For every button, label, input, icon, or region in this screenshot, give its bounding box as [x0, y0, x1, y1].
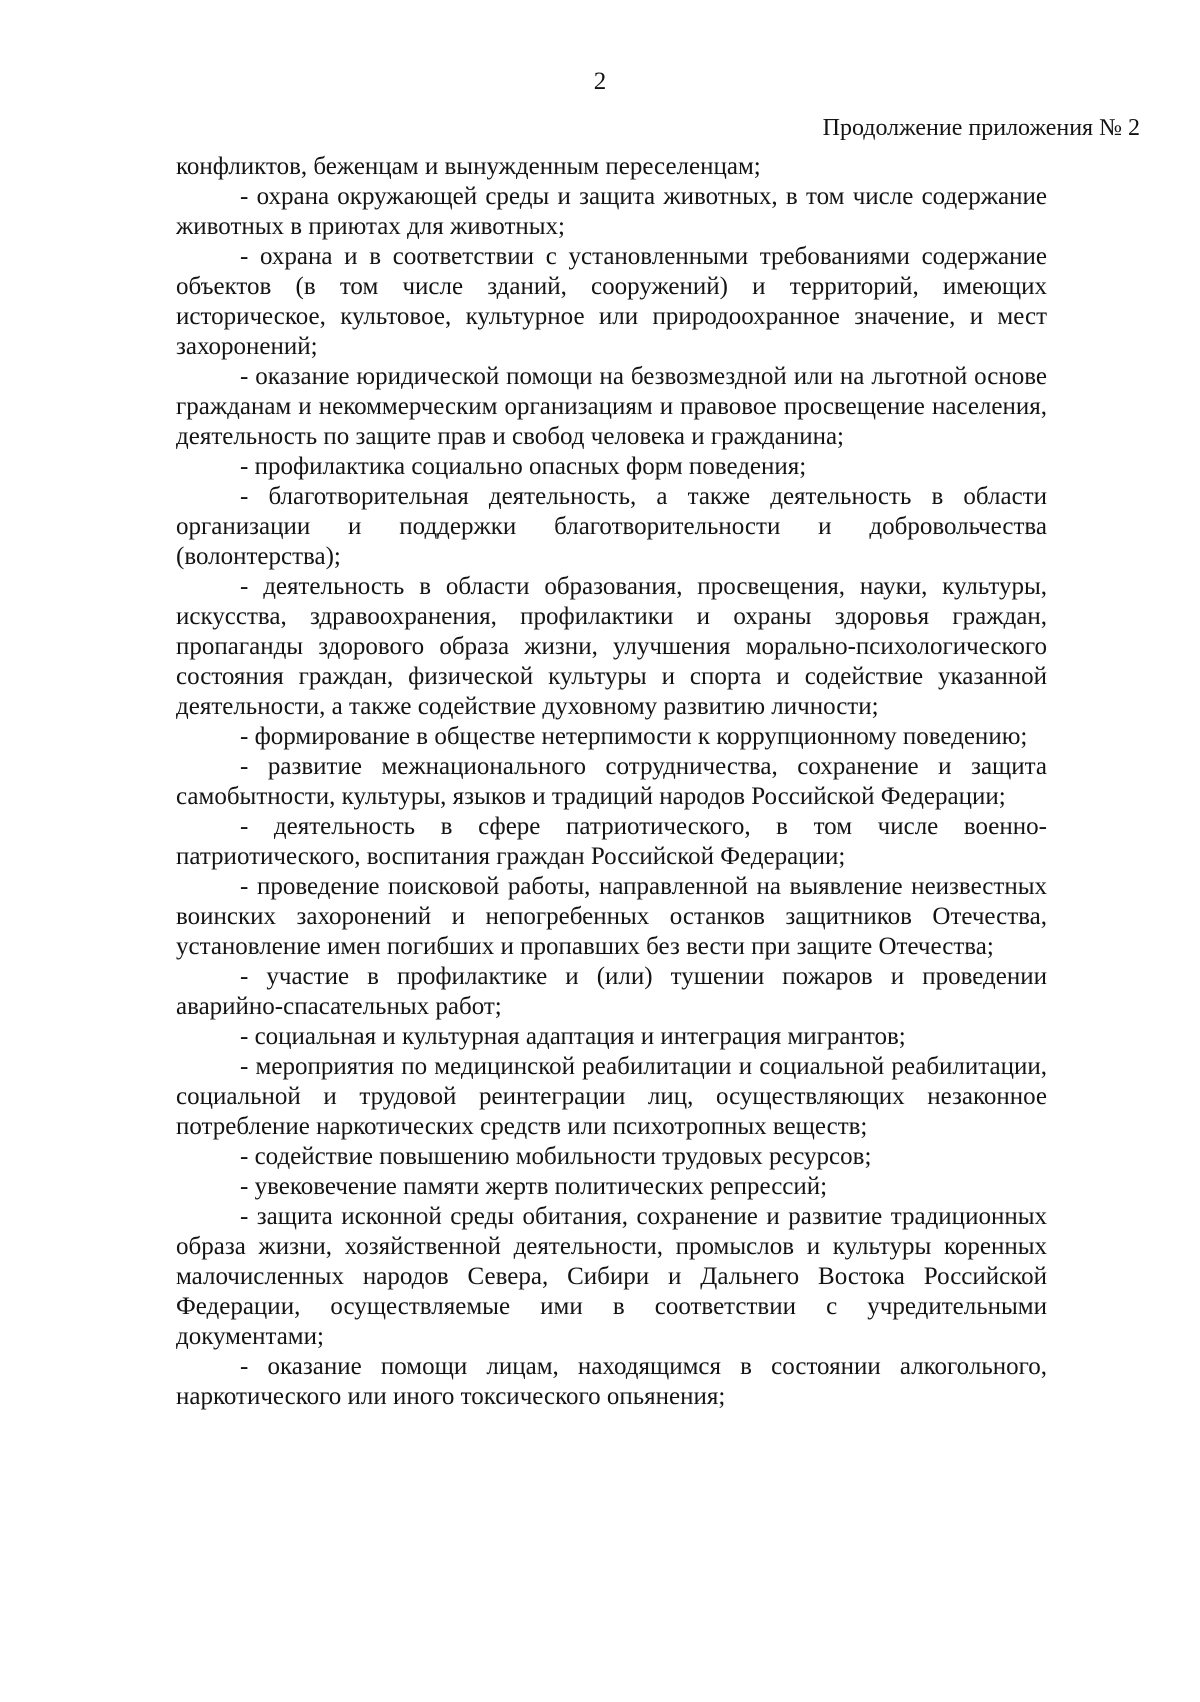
paragraph: - развитие межнационального сотрудничества, сохранение и защита самобытности, культуры, языков и традиций народов Российской Федерации;	[176, 753, 1047, 810]
paragraph: - участие в профилактике и (или) тушении пожаров и проведении аварийно-спасательных работ;	[176, 963, 1047, 1020]
paragraph: - проведение поисковой работы, направленной на выявление неизвестных воинских захоронений и непогребенных останков защитников Отечества, установление имен погибших и пропавших без вести при защите Отечества;	[176, 873, 1047, 960]
paragraph: - оказание помощи лицам, находящимся в состоянии алкогольного, наркотического или иного токсического опьянения;	[176, 1353, 1047, 1410]
paragraph: - охрана окружающей среды и защита животных, в том числе содержание животных в приютах для животных;	[176, 183, 1047, 240]
paragraph: конфликтов, беженцам и вынужденным переселенцам;	[176, 153, 761, 180]
paragraph: - охрана и в соответствии с установленными требованиями содержание объектов (в том числе зданий, сооружений) и территорий, имеющих историческое, культовое, культурное или природоохранное значение, и мест захоронений;	[176, 243, 1047, 360]
paragraph: - оказание юридической помощи на безвозмездной или на льготной основе гражданам и некоммерческим организациям и правовое просвещение населения, деятельность по защите прав и свобод человека и гражданина;	[176, 363, 1047, 450]
paragraph: - деятельность в сфере патриотического, в том числе военно-патриотического, воспитания граждан Российской Федерации;	[176, 813, 1047, 870]
body-text	[176, 152, 1047, 1412]
paragraph: - социальная и культурная адаптация и интеграция мигрантов;	[240, 1023, 906, 1050]
paragraph: - формирование в обществе нетерпимости к коррупционному поведению;	[240, 723, 1028, 750]
paragraph: - благотворительная деятельность, а также деятельность в области организации и поддержки благотворительности и добровольчества (волонтерства);	[176, 483, 1047, 570]
paragraph: - деятельность в области образования, просвещения, науки, культуры, искусства, здравоохранения, профилактики и охраны здоровья граждан, пропаганды здорового образа жизни, улучшения морально-психологического состояния граждан, физической культуры и спорта и содействие указанной деятельности, а также содействие духовному развитию личности;	[176, 573, 1047, 720]
paragraph: - мероприятия по медицинской реабилитации и социальной реабилитации, социальной и трудовой реинтеграции лиц, осуществляющих незаконное потребление наркотических средств или психотропных веществ;	[176, 1053, 1047, 1140]
page-number: 2	[593, 68, 607, 95]
paragraph: - защита исконной среды обитания, сохранение и развитие традиционных образа жизни, хозяйственной деятельности, промыслов и культуры коренных малочисленных народов Севера, Сибири и Дальнего Востока Российской Федерации, осуществляемые ими в соответствии с учредительными документами;	[176, 1203, 1047, 1350]
continuation-label: Продолжение приложения № 2	[822, 115, 1140, 141]
paragraph: - содействие повышению мобильности трудовых ресурсов;	[240, 1143, 872, 1170]
paragraph: - профилактика социально опасных форм поведения;	[240, 453, 807, 480]
paragraph: - увековечение памяти жертв политических репрессий;	[240, 1173, 828, 1200]
